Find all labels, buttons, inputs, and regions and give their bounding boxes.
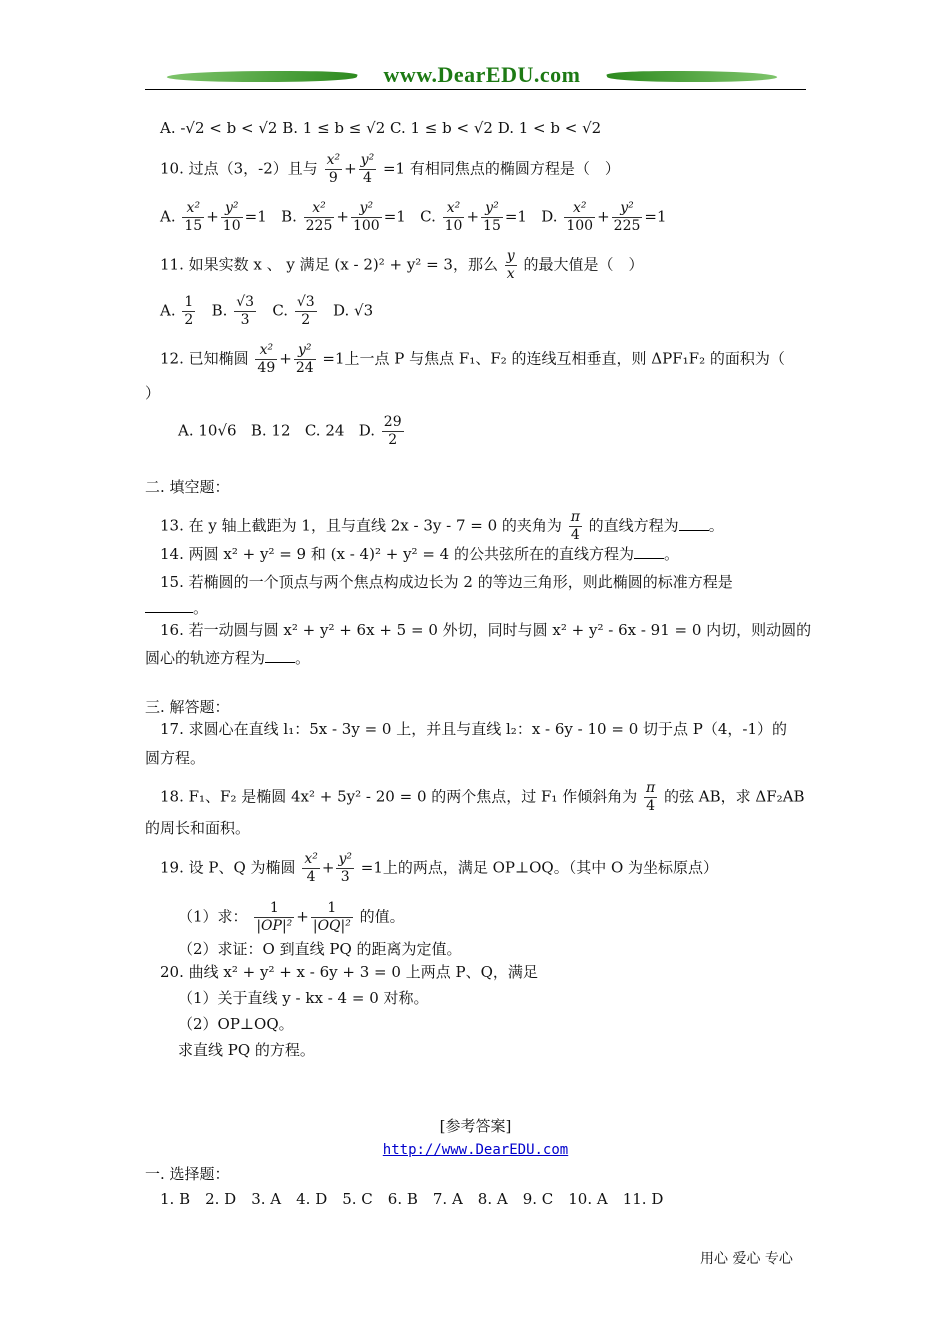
left-swoosh-decoration [165, 71, 359, 82]
q11-options: A. $\frac{1}{2}$ B. $\frac{√3}{3}$ C. $\frac{√3}{2}$ D. √3 [160, 294, 374, 328]
q13: 13. 在 y 轴上截距为 1，且与直线 2x - 3y - 7 = 0 的夹角为 $\frac{\pi}{4}$ 的直线方程为 。 [160, 509, 724, 543]
q16: 16. 若一动圆与圆 x² + y² + 6x + 5 = 0 外切，同时与圆 x² + y² - 6x - 91 = 0 内切，则动圆的 [160, 621, 812, 639]
q12-stem: 12. 已知椭圆 $\frac{\text{x²}}{49}$ + $\frac{\text{y²}}{24}$ =1上一点 P 与焦点 F₁、F₂ 的连线互相垂直，则 ΔPF₁F₂ 的面积为（ [160, 342, 785, 376]
q19: 19. 设 P、Q 为椭圆 $\frac{\text{x²}}{4}$ + $\frac{\text{y²}}{3}$ =1上的两点，满足 OP⊥OQ。（其中 O 为坐标原点） [160, 851, 719, 885]
header-rule [145, 89, 806, 90]
q18: 18. F₁、F₂ 是椭圆 4x² + 5y² - 20 = 0 的两个焦点，过 F₁ 作倾斜角为 $\frac{\pi}{4}$ 的弦 AB，求 ΔF₂AB [160, 780, 805, 814]
fraction-x2-9: $\frac{\text{x²}}{9}$ [326, 152, 341, 186]
q14: 14. 两圆 x² + y² = 9 和 (x - 4)² + y² = 4 的公共弦所在的直线方程为 。 [160, 545, 679, 563]
q9-options: A. -√2 < b < √2 B. 1 ≤ b ≤ √2 C. 1 ≤ b < √2 D. 1 < b < √2 [160, 119, 602, 137]
q20-part2: （2）OP⊥OQ。 [178, 1015, 294, 1033]
q12-options: A. 10√6 B. 12 C. 24 D. $\frac{29}{2}$ [178, 414, 402, 448]
q20-part1: （1）关于直线 y - kx - 4 = 0 对称。 [178, 989, 429, 1007]
q10-options: A. $\frac{\text{x²}}{15}$ + $\frac{\text{y²}}{10}$ =1 B. $\frac{\text{x²}}{225}$ + $\frac{\text{y²}}{100}$ =1 C. $\frac{\text{x²}}{10}$ + $\frac{\text{y²}}{15}$ =1 D. $\frac{\text{x²}}{100}$ + $\frac{\text{y²}}{225}$ =1 [160, 200, 667, 234]
q18-cont: 的周长和面积。 [145, 819, 251, 837]
answers-section: 一. 选择题： [145, 1165, 230, 1183]
q10-stem: 10. 过点（3，-2）且与 $\frac{\text{x²}}{9}$ + $\frac{\text{y²}}{4}$ =1 有相同焦点的椭圆方程是（ ） [160, 152, 620, 186]
q17: 17. 求圆心在直线 l₁：5x - 3y = 0 上，并且与直线 l₂：x - 6y - 10 = 0 切于点 P（4，-1）的 [160, 720, 788, 738]
page-footer: 用心 爱心 专心 [700, 1251, 793, 1267]
answers-link-wrap [145, 1140, 806, 1158]
q11-stem: 11. 如果实数 x 、 y 满足 (x - 2)² + y² = 3，那么 $\frac{y}{x}$ 的最大值是（ ） [160, 248, 644, 282]
q19-part2: （2）求证：O 到直线 PQ 的距离为定值。 [178, 940, 462, 958]
q19-part1: （1）求： $\frac{1}{\text{|OP|²}}$ + $\frac{1}{\text{|OQ|²}}$ 的值。 [178, 900, 405, 934]
brand-logo: www.DearEDU.com [383, 62, 581, 87]
q20-ask: 求直线 PQ 的方程。 [178, 1041, 315, 1059]
answers-list: 1. B 2. D 3. A 4. D 5. C 6. B 7. A 8. A 9. C 10. A 11. D [160, 1190, 664, 1208]
answers-url-link[interactable]: http://www.DearEDU.com [382, 1142, 569, 1158]
fraction-y2-4: $\frac{\text{y²}}{4}$ [360, 152, 375, 186]
q20: 20. 曲线 x² + y² + x - 6y + 3 = 0 上两点 P、Q，满足 [160, 963, 538, 981]
section-3-heading: 三. 解答题： [145, 698, 230, 716]
section-2-heading: 二. 填空题： [145, 478, 230, 496]
q17-cont: 圆方程。 [145, 749, 206, 767]
answers-title: [参考答案] [439, 1117, 512, 1135]
page-header [145, 62, 806, 92]
q16-cont: 圆心的轨迹方程为 。 [145, 649, 311, 667]
q15-blank: 。 [145, 598, 208, 618]
right-swoosh-decoration [605, 71, 779, 82]
q15: 15. 若椭圆的一个顶点与两个焦点构成边长为 2 的等边三角形，则此椭圆的标准方程是 [160, 573, 733, 591]
q12-stem-end: ） [145, 384, 161, 402]
